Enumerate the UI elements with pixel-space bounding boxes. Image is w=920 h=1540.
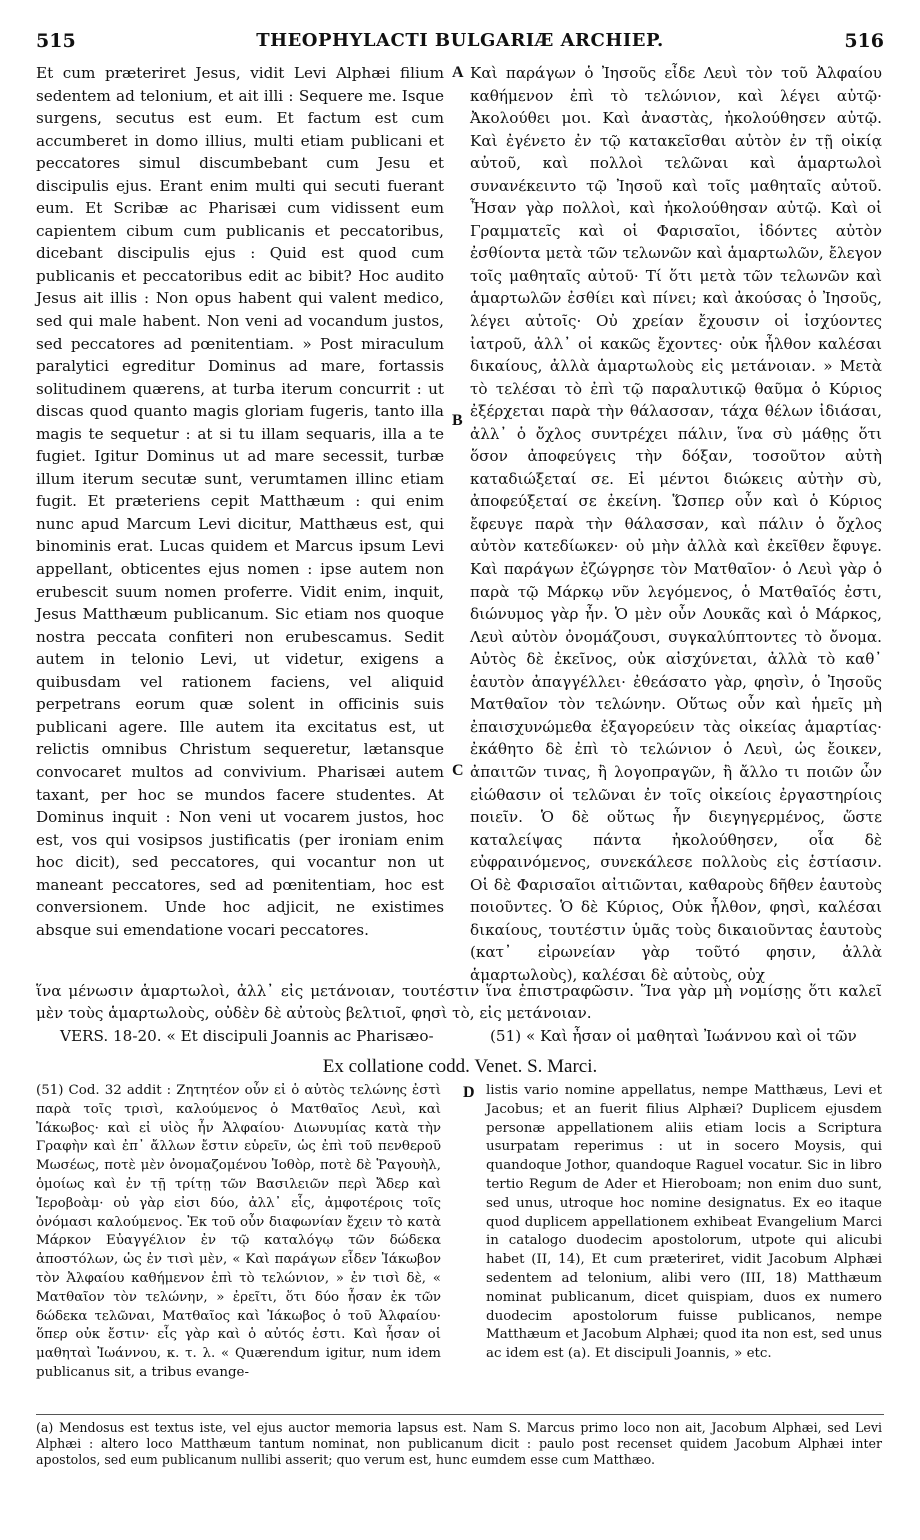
verse-reference: VERS. 18-20. « Et discipuli Joannis ac Pharisæo- xyxy=(60,1027,434,1045)
note-column-right: listis vario nomine appellatus, nempe Matthæus, Levi et Jacobus; et an fuerit filius Alphæi? Duplicem ejusdem personæ appellationem aliis etiam locis a Scriptura usurpatam reperimus : ut in socero Moysis, qui quandoque Jothor, quandoque Raguel vocatur. Sic in libro tertio Regum de Ader et Hieroboam; non enim duo sunt, sed unus, utroque hoc nomine designatus. Ex eo itaque quod duplicem appellationem exhibeat Evangelium Marci in catalogo duodecim apostolorum, utpote qui alicubi habet (II, 14), Et cum præteriret, vidit Jacobum Alphæi sedentem ad telonium, alibi vero (III, 18) Matthæum nominat publicanum, dicet quispiam, duos ex numero duodecim apostolorum fuisse publicanos, nempe Matthæum et Jacobum Alphæi; quod ita non est, sed unus ac idem est (a). Et discipuli Joannis, » etc. xyxy=(486,1083,882,1362)
running-title: THEOPHYLACTI BULGARIÆ ARCHIEP. xyxy=(256,30,664,51)
latin-column xyxy=(36,62,444,941)
note-column-left: (51) Cod. 32 addit : Ζητητέον οὖν εἰ ὁ αὐτὸς τελώνης ἐστὶ παρὰ τοῖς τρισὶ, καλούμενος ὁ Ματθαῖος Λευὶ, καὶ Ἰάκωβος· καὶ εἰ υἱὸς ἦν Ἀλφαίου· Διωνυμίας κατὰ τὴν Γραφὴν καὶ ἐπ᾽ ἄλλων ἔστιν εὑρεῖν, ὡς ἐπὶ τοῦ πενθεροῦ Μωσέως, ποτὲ μὲν ὀνομαζομένου Ἰοθὸρ, ποτὲ δὲ Ῥαγουὴλ, ὁμοίως καὶ ἐν τῇ τρίτῃ τῶν Βασιλειῶν περὶ Ἄδερ καὶ Ἱεροβοὰμ· οὐ γὰρ εἰσι δύο, ἀλλ᾽ εἷς, ἀμφοτέροις τοῖς ὀνόμασι καλούμενος. Ἐκ τοῦ οὖν διαφωνίαν ἔχειν τὸ κατὰ Μάρκον Εὐαγγέλιον ἐν τῷ καταλόγῳ τῶν δώδεκα ἀποστόλων, ὡς ἐν τισὶ μὲν, « Καὶ παράγων εἶδεν Ἰάκωβον τὸν Ἀλφαίου καθήμενον ἐπὶ τὸ τελώνιον, » ἐν τισὶ δὲ, « Ματθαῖον τὸν τελώνην, » ἐρεῖτι, ὅτι δύο ἦσαν ἐκ τῶν δώδεκα τελῶναι, Ματθαῖος καὶ Ἰάκωβος ὁ τοῦ Ἀλφαίου· ὅπερ οὐκ ἔστιν· εἷς γὰρ καὶ ὁ αὐτός ἐστι. Καὶ ἦσαν οἱ μαθηταὶ Ἰωάννου, κ. τ. λ. « Quærendum igitur, num idem publicanus sit, a tribus evange- xyxy=(36,1083,441,1380)
greek-verse-51: (51) « Καὶ ἦσαν οἱ μαθηταὶ Ἰωάννου καὶ οἱ τῶν xyxy=(490,1027,857,1045)
footnote: (a) Mendosus est textus iste, vel ejus auctor memoria lapsus est. Nam S. Marcus primo loco non ait, Jacobum Alphæi, sed Levi Alphæi : altero loco Matthæum tantum nominat, non publicanum dicit : paulo post recenset quidem Jacobum Alphæi inter apostolos, sed eum publicanum nullibi asserit; quo verum est, hunc eumdem esse cum Matthæo. xyxy=(36,1420,882,1468)
footnote-divider xyxy=(36,1414,884,1415)
section-marker-d: D xyxy=(463,1084,475,1101)
collation-heading: Ex collatione codd. Venet. S. Marci. xyxy=(322,1056,598,1077)
greek-text: Καὶ παράγων ὁ Ἰησοῦς εἶδε Λευὶ τὸν τοῦ Ἀλφαίου καθήμενον ἐπὶ τὸ τελώνιον, καὶ λέγει αὐτῷ· Ἀκολούθει μοι. Καὶ ἀναστὰς, ἠκολούθησεν αὐτῷ. Καὶ ἐγένετο ἐν τῷ κατακεῖσθαι αὐτὸν ἐν τῇ οἰκίᾳ αὐτοῦ, καὶ πολλοὶ τελῶναι καὶ ἁμαρτωλοὶ συνανέκειντο τῷ Ἰησοῦ καὶ τοῖς μαθηταῖς αὐτοῦ. Ἦσαν γὰρ πολλοὶ, καὶ ἠκολούθησαν αὐτῷ. Καὶ οἱ Γραμματεῖς καὶ οἱ Φαρισαῖοι, ἰδόντες αὐτὸν ἐσθίοντα μετὰ τῶν τελωνῶν καὶ ἁμαρτωλῶν, ἔλεγον τοῖς μαθηταῖς αὐτοῦ· Τί ὅτι μετὰ τῶν τελωνῶν καὶ ἁμαρτωλῶν ἐσθίει καὶ πίνει; καὶ ἀκούσας ὁ Ἰησοῦς, λέγει αὐτοῖς· Οὐ χρείαν ἔχουσιν οἱ ἰσχύοντες ἰατροῦ, ἀλλ᾽ οἱ κακῶς ἔχοντες· οὐκ ἦλθον καλέσαι δικαίους, ἀλλὰ ἁμαρτωλοὺς εἰς μετάνοιαν. » Μετὰ τὸ τελέσαι τὸ ἐπὶ τῷ παραλυτικῷ θαῦμα ὁ Κύριος ἐξέρχεται παρὰ τὴν θάλασσαν, τάχα θέλων ἰδιάσαι, ἀλλ᾽ ὁ ὄχλος συντρέχει πάλιν, ἵνα σὺ μάθῃς ὅτι ὅσον ἀποφεύγεις τὴν δόξαν, τοσοῦτον αὐτὴ καταδιώξεταί σε. Εἰ μέντοι διώκεις αὐτὴν σὺ, ἀποφεύξεταί σε ἐκείνη. Ὥσπερ οὖν καὶ ὁ Κύριος ἔφευγε παρὰ τὴν θάλασσαν, καὶ πάλιν ὁ ὄχλος αὐτὸν κατεδίωκεν· οὐ μὴν ἀλλὰ καὶ ἐκεῖθεν ἔφυγε. Καὶ παράγων ἐζώγρησε τὸν Ματθαῖον· ὁ Λευὶ γὰρ ὁ παρὰ τῷ Μάρκῳ νῦν λεγόμενος, ὁ Ματθαῖός ἐστι, διώνυμος γὰρ ἦν. Ὁ μὲν οὖν Λουκᾶς καὶ ὁ Μάρκος, Λευὶ αὐτὸν ὀνομάζουσι, συγκαλύπτοντες τὸ ὄνομα. Αὐτὸς δὲ ἐκεῖνος, οὐκ αἰσχύνεται, ἀλλὰ τὸ καθ᾽ ἑαυτὸν ἀπαγγέλλει· ἐθεάσατο γὰρ, φησὶν, ὁ Ἰησοῦς Ματθαῖον τὸν τελώνην. Οὕτως οὖν καὶ ἡμεῖς μὴ ἐπαισχυνώμεθα ἐξαγορεύειν τὰς οἰκείας ἁμαρτίας· ἐκάθητο δὲ ἐπὶ τὸ τελώνιον ὁ Λευὶ, ὡς ἔοικεν, ἀπαιτῶν τινας, ἢ λογοπραγῶν, ἢ ἄλλο τι ποιῶν ὧν εἰώθασιν οἱ τελῶναι ἐν τοῖς οἰκείοις ἐργαστηρίοις ποιεῖν. Ὁ δὲ οὕτως ἦν διεγηγερμένος, ὥστε καταλείψας πάντα ἠκολούθησεν, οἷα δὲ εὐφραινόμενος, συνεκάλεσε πολλοὺς εἰς ἑστίασιν. Οἱ δὲ Φαρισαῖοι αἰτιῶνται, καθαροὺς δῆθεν ἑαυτοὺς ποιοῦντες. Ὁ δὲ Κύριος, Οὐκ ἦλθον, φησὶ, καλέσαι δικαίους, τουτέστιν ὑμᾶς τοὺς δικαιοῦντας ἑαυτοὺς (κατ᾽ εἰρωνείαν γὰρ τοῦτό φησιν, ἀλλὰ ἁμαρτωλοὺς), καλέσαι δὲ αὐτοὺς, οὐχ xyxy=(470,64,882,984)
page-number-left: 515 xyxy=(36,30,76,52)
latin-text: Et cum præteriret Jesus, vidit Levi Alphæi filium sedentem ad telonium, et ait illi : Sequere me. Isque surgens, secutus est eum. Et factum est cum accumberet in domo illius, multi etiam publicani et peccatores simul discumbebant cum Jesu et discipulis ejus. Erant enim multi qui secuti fuerant eum. Et Scribæ ac Pharisæi cum vidissent eum capientem cibum cum publicanis et peccatoribus, dicebant discipulis ejus : Quid est quod cum publicanis et peccatoribus edit ac bibit? Hoc audito Jesus ait illis : Non opus habent qui valent medico, sed qui male habent. Non veni ad vocandum justos, sed peccatores ad pœnitentiam. » Post miraculum paralytici egreditur Dominus ad mare, fortassis solitudinem quærens, at turba iterum concurrit : ut discas quod quanto magis gloriam fugeris, tanto illa magis te sequetur : at si tu illam sequaris, illa a te fugiet. Igitur Dominus ut ad mare secessit, turbæ illum iterum secutæ sunt, verumtamen illinc etiam fugit. Et præteriens cepit Matthæum : qui enim nunc apud Marcum Levi dicitur, Matthæus est, qui binominis erat. Lucas quidem et Marcus ipsum Levi appellant, obticentes ejus nomen : ipse autem non erubescit suum nomen proferre. Vidit enim, inquit, Jesus Matthæum publicanum. Sic etiam nos quoque nostra peccata confiteri non erubescamus. Sedit autem in telonio Levi, ut videtur, exigens a quibusdam vel rationem faciens, vel aliquid perpetrans eorum quæ solent in officinis suis publicani agere. Ille autem ita excitatus est, ut relictis omnibus Christum sequeretur, lætansque convocaret multos ad convivium. Pharisæi autem taxant, per hoc se mundos facere studentes. At Dominus inquit : Non veni ut vocarem justos, hoc est, vos qui vosipsos justificatis (per ironiam enim hoc dicit), sed peccatores, qui vocantur non ut maneant peccatores, sed ad pœnitentiam, hoc est conversionem. Unde hoc adjicit, ne existimes absque sui emendatione vocari peccatores. xyxy=(36,64,444,939)
greek-full-width-text: ἵνα μένωσιν ἁμαρτωλοὶ, ἀλλ᾽ εἰς μετάνοιαν, τουτέστιν ἵνα ἐπιστραφῶσιν. Ἵνα γὰρ μὴ νομίσῃς ὅτι καλεῖ μὲν τοὺς ἁμαρτωλοὺς, οὐδὲν δὲ αὐτοὺς βελτιοῖ, φησὶ τὸ, εἰς μετάνοιαν. xyxy=(36,982,882,1022)
running-header xyxy=(36,30,884,56)
section-marker-b: B xyxy=(452,412,463,429)
greek-column xyxy=(470,62,882,986)
section-marker-a: A xyxy=(452,64,464,81)
section-marker-c: C xyxy=(452,762,464,779)
page-number-right: 516 xyxy=(844,30,884,52)
